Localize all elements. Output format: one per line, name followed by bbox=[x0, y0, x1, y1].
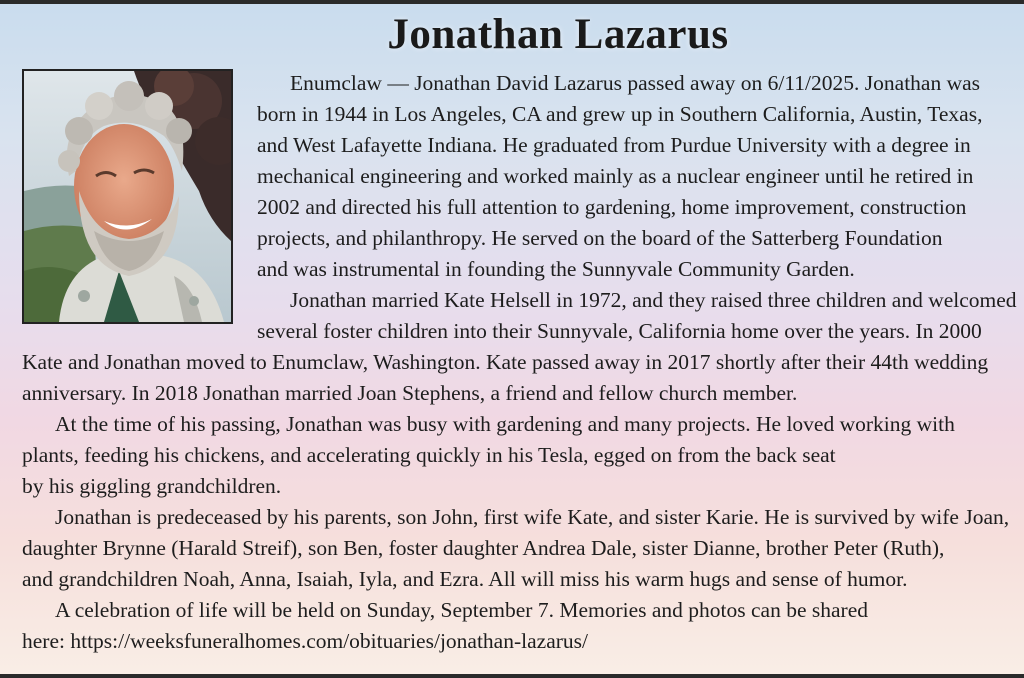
bottom-border bbox=[0, 674, 1024, 678]
body-line: several foster children into their Sunnyvale, California home over the years. In 2000 bbox=[257, 319, 982, 343]
body-line: and West Lafayette Indiana. He graduated from Purdue University with a degree in bbox=[257, 133, 971, 157]
body-line: and was instrumental in founding the Sunnyvale Community Garden. bbox=[257, 257, 855, 281]
body-line: Enumclaw — Jonathan David Lazarus passed away on 6/11/2025. Jonathan was bbox=[290, 71, 981, 95]
body-line: Jonathan is predeceased by his parents, son John, first wife Kate, and sister Karie. He is survived by wife Joan, bbox=[55, 505, 1010, 529]
top-border bbox=[0, 0, 1024, 4]
body-line: 2002 and directed his full attention to gardening, home improvement, construction bbox=[257, 195, 967, 219]
body-line: daughter Brynne (Harald Streif), son Ben, foster daughter Andrea Dale, sister Dianne, brother Peter (Ruth), bbox=[22, 536, 945, 560]
body-line: projects, and philanthropy. He served on the board of the Satterberg Foundation bbox=[257, 226, 943, 250]
body-line: anniversary. In 2018 Jonathan married Joan Stephens, a friend and fellow church member. bbox=[22, 381, 798, 405]
body-line: and grandchildren Noah, Anna, Isaiah, Iyla, and Ezra. All will miss his warm hugs and sense of humor. bbox=[22, 567, 908, 591]
memorial-url[interactable]: here: https://weeksfuneralhomes.com/obituaries/jonathan-lazarus/ bbox=[22, 629, 588, 653]
body-line: At the time of his passing, Jonathan was busy with gardening and many projects. He loved working with bbox=[55, 412, 955, 436]
body-line: born in 1944 in Los Angeles, CA and grew up in Southern California, Austin, Texas, bbox=[257, 102, 983, 126]
body-line: Jonathan married Kate Helsell in 1972, and they raised three children and welcomed bbox=[290, 288, 1017, 312]
body-line: A celebration of life will be held on Sunday, September 7. Memories and photos can be shared bbox=[55, 598, 869, 622]
body-line: by his giggling grandchildren. bbox=[22, 474, 282, 498]
obituary-body bbox=[0, 64, 1024, 664]
body-line: mechanical engineering and worked mainly as a nuclear engineer until he retired in bbox=[257, 164, 974, 188]
obituary-title: Jonathan Lazarus bbox=[387, 11, 729, 58]
body-line: plants, feeding his chickens, and accelerating quickly in his Tesla, egged on from the back seat bbox=[22, 443, 836, 467]
body-line: Kate and Jonathan moved to Enumclaw, Washington. Kate passed away in 2017 shortly after their 44th wedding bbox=[22, 350, 989, 374]
